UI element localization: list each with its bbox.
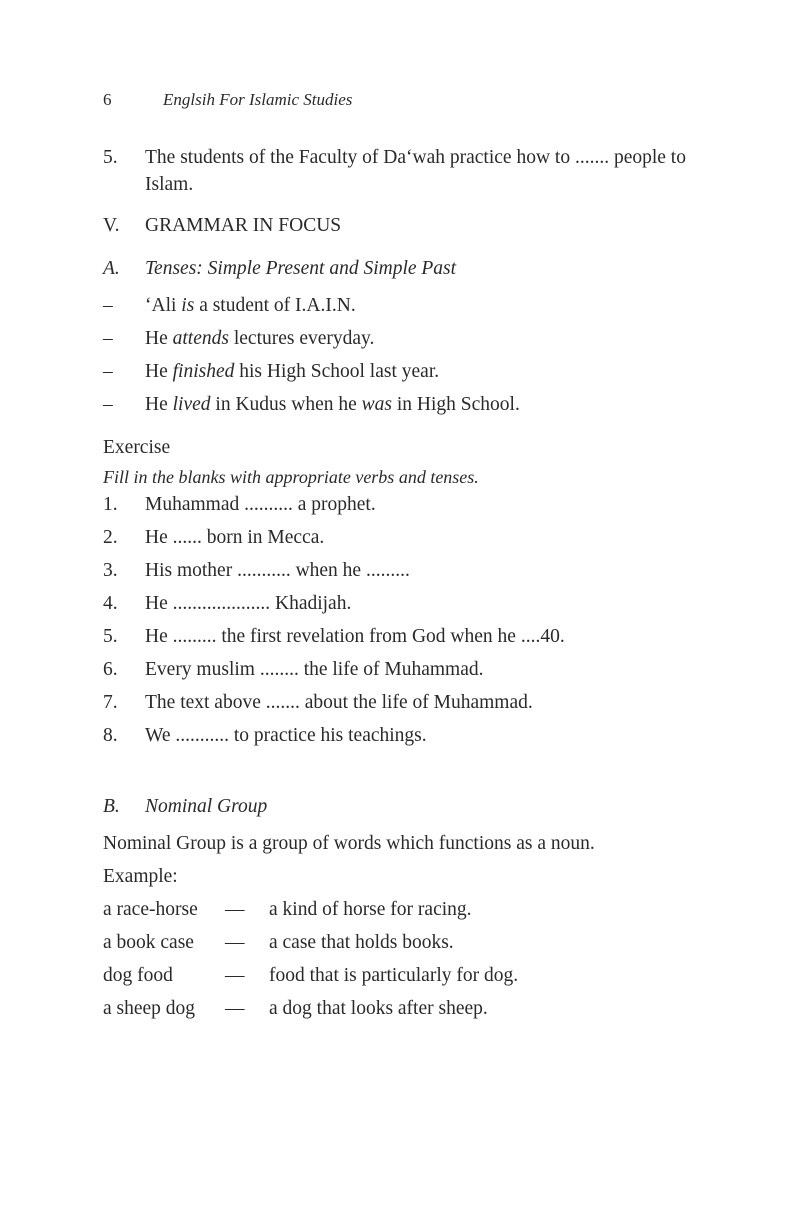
- sentence-part: in High School.: [392, 394, 520, 415]
- tense-examples: [103, 292, 703, 418]
- em-dash: —: [225, 899, 245, 920]
- subsection-title: Tenses: Simple Present and Simple Past: [145, 258, 457, 279]
- example-text: [145, 325, 703, 352]
- exercise-instruction: Fill in the blanks with appropriate verbs and tenses.: [103, 467, 479, 487]
- example-sentence: [103, 325, 703, 352]
- sentence-part: a student of I.A.I.N.: [194, 295, 356, 316]
- nominal-group-definition: Nominal Group is a group of words which functions as a noun.: [103, 833, 595, 854]
- nominal-group-examples: [103, 896, 703, 1022]
- item-text: He ......... the first revelation from God when he ....40.: [145, 626, 565, 647]
- em-dash: —: [225, 965, 245, 986]
- item-number: 2.: [103, 527, 118, 548]
- example-term: a book case: [103, 932, 194, 953]
- example-text: [145, 358, 703, 385]
- example-meaning: a dog that looks after sheep.: [269, 998, 488, 1019]
- item-number: 5.: [103, 626, 118, 647]
- section-title: GRAMMAR IN FOCUS: [145, 215, 342, 236]
- subsection-heading-b: [103, 793, 703, 820]
- nominal-group-example: [103, 896, 703, 923]
- example-sentence: [103, 358, 703, 385]
- example-meaning: food that is particularly for dog.: [269, 965, 519, 986]
- exercise-list: [103, 491, 703, 749]
- dash-marker: –: [103, 328, 113, 349]
- example-meaning: a kind of horse for racing.: [269, 899, 472, 920]
- example-sentence: [103, 292, 703, 319]
- item-number: 3.: [103, 560, 118, 581]
- subsection-letter: B.: [103, 796, 120, 817]
- example-text: [145, 391, 703, 418]
- example-term: a sheep dog: [103, 998, 196, 1019]
- comprehension-question-5: [103, 144, 703, 198]
- item-text: His mother ........... when he .........: [145, 560, 410, 581]
- sentence-part: his High School last year.: [234, 361, 440, 382]
- subsection-heading-a: [103, 255, 703, 282]
- dash-marker: –: [103, 394, 113, 415]
- example-term: a race-horse: [103, 899, 198, 920]
- item-number: 4.: [103, 593, 118, 614]
- page-content: [103, 144, 703, 1028]
- section-number: V.: [103, 215, 120, 236]
- sentence-part: in Kudus when he: [210, 394, 362, 415]
- book-title: Englsih For Islamic Studies: [163, 90, 353, 109]
- item-number: 8.: [103, 725, 118, 746]
- item-number: 1.: [103, 494, 118, 515]
- exercise-heading: Exercise: [103, 437, 171, 458]
- highlighted-verb: attends: [172, 328, 229, 349]
- running-head: [103, 89, 352, 111]
- example-term: dog food: [103, 965, 173, 986]
- highlighted-verb: finished: [172, 361, 235, 382]
- sentence-part: He: [145, 394, 173, 415]
- subsection-letter: A.: [103, 258, 120, 279]
- page-number: 6: [103, 90, 112, 109]
- highlighted-verb: is: [181, 295, 195, 316]
- sentence-part: He: [145, 328, 173, 349]
- exercise-item: [103, 722, 703, 749]
- nominal-group-example: [103, 962, 703, 989]
- item-text: He ...... born in Mecca.: [145, 527, 325, 548]
- item-number: 7.: [103, 692, 118, 713]
- sentence-part: He: [145, 361, 173, 382]
- question-text: The students of the Faculty of Da‘wah practice how to ....... people to Islam.: [145, 147, 686, 195]
- example-sentence: [103, 391, 703, 418]
- example-meaning: a case that holds books.: [269, 932, 454, 953]
- em-dash: —: [225, 932, 245, 953]
- item-text: Every muslim ........ the life of Muhammad.: [145, 659, 484, 680]
- exercise-item: [103, 557, 703, 584]
- exercise-item: [103, 590, 703, 617]
- dash-marker: –: [103, 361, 113, 382]
- item-text: We ........... to practice his teachings.: [145, 725, 427, 746]
- example-label: Example:: [103, 866, 178, 887]
- item-text: He .................... Khadijah.: [145, 593, 352, 614]
- exercise-item: [103, 524, 703, 551]
- question-number: 5.: [103, 147, 118, 168]
- item-text: The text above ....... about the life of Muhammad.: [145, 692, 533, 713]
- exercise-item: [103, 689, 703, 716]
- exercise-item: [103, 623, 703, 650]
- nominal-group-example: [103, 995, 703, 1022]
- highlighted-verb: was: [361, 394, 392, 415]
- exercise-item: [103, 656, 703, 683]
- dash-marker: –: [103, 295, 113, 316]
- highlighted-verb: lived: [172, 394, 211, 415]
- nominal-group-example: [103, 929, 703, 956]
- item-text: Muhammad .......... a prophet.: [145, 494, 376, 515]
- exercise-item: [103, 491, 703, 518]
- subsection-title: Nominal Group: [145, 796, 268, 817]
- item-number: 6.: [103, 659, 118, 680]
- sentence-part: lectures everyday.: [228, 328, 375, 349]
- sentence-part: ‘Ali: [145, 295, 182, 316]
- example-text: [145, 292, 703, 319]
- section-heading-v: [103, 212, 703, 239]
- em-dash: —: [225, 998, 245, 1019]
